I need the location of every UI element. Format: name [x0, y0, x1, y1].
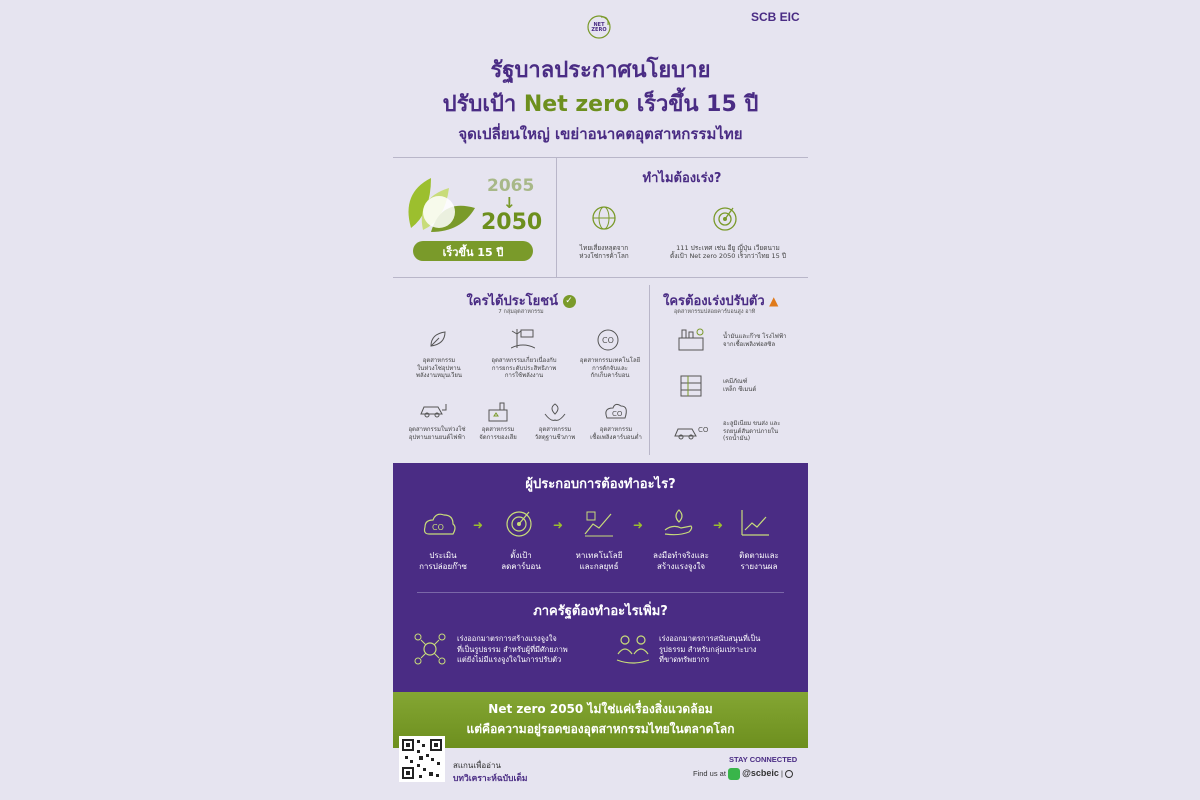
- co2-capture-icon: [596, 328, 620, 352]
- adapt-item-2: เคมีภัณฑ์ เหล็ก ซีเมนต์: [723, 378, 757, 393]
- benefit-title: ใครได้ประโยชน์ ✓: [393, 290, 649, 311]
- adapt-subtitle: อุตสาหกรรมปล่อยคาร์บอนสูง อาทิ: [674, 309, 756, 315]
- banner-line1: Net zero 2050 ไม่ใช่แค่เรื่องสิ่งแวดล้อม: [488, 702, 713, 716]
- banner-line2: แต่คือความอยู่รอดของอุตสาหกรรมไทยในตลาดโลก: [466, 722, 735, 736]
- government-item-2: เร่งออกมาตรการสนับสนุนที่เป็น รูปธรรม สำหรับกลุ่มเปราะบาง ที่ขาดทรัพยากร: [659, 634, 761, 664]
- arrow-right-icon: ➜: [473, 518, 484, 532]
- page-title-line1: รัฐบาลประกาศนโยบาย: [490, 58, 711, 83]
- adapt-item-1: น้ำมันและก๊าซ โรงไฟฟ้า จากเชื้อเพลิงฟอสซิล: [723, 333, 787, 348]
- power-plant-icon: [677, 328, 705, 352]
- why-text-2: 111 ประเทศ เช่น อียู ญี่ปุ่น เวียดนาม ตั้งเป้า Net zero 2050 เร็วกว่าไทย 15 ปี: [669, 244, 787, 260]
- social-row: Find us at @scbeic |: [693, 768, 793, 780]
- government-title: ภาครัฐต้องทำอะไรเพิ่ม?: [533, 604, 668, 619]
- adapt-title: ใครต้องเร่งปรับตัว ▲: [663, 294, 779, 309]
- check-circle-icon: ✓: [563, 295, 576, 308]
- operator-step-3: หาเทคโนโลยี และกลยุทธ์: [575, 551, 623, 571]
- svg-text:CO: CO: [432, 523, 444, 532]
- benefit-item-7: อุตสาหกรรม เชื้อเพลิงคาร์บอนต่ำ: [590, 426, 642, 441]
- why-title: ทำไมต้องเร่ง?: [642, 171, 722, 186]
- new-year: 2050: [481, 210, 543, 235]
- qr-code[interactable]: [399, 736, 445, 782]
- speed-badge: เร็วขึ้น 15 ปี: [413, 241, 533, 261]
- arrow-right-icon: ➜: [633, 518, 644, 532]
- globe-network-icon: [591, 205, 617, 231]
- scan-label-1: สแกนเพื่ออ่าน: [453, 761, 501, 770]
- operators-title: ผู้ประกอบการต้องทำอะไร?: [525, 477, 676, 492]
- incentive-network-icon: [413, 632, 447, 666]
- divider: [393, 157, 808, 158]
- benefit-item-3: อุตสาหกรรมเทคโนโลยี การดักจับและ กักเก็บคาร์บอน: [579, 357, 641, 379]
- operator-step-4: ลงมือทำจริงและ สร้างแรงจูงใจ: [653, 551, 709, 571]
- arrow-right-icon: ➜: [553, 518, 564, 532]
- stay-connected: STAY CONNECTED: [729, 755, 798, 764]
- svg-text:CO: CO: [698, 426, 709, 434]
- arrow-down-icon: ↓: [503, 194, 516, 212]
- page-subtitle: จุดเปลี่ยนใหญ่ เขย่าอนาคตอุตสาหกรรมไทย: [458, 125, 743, 143]
- social-handle[interactable]: @scbeic: [742, 768, 779, 778]
- co2-cloud-icon: [423, 510, 457, 538]
- page-title-line2: ปรับเป้า Net zero เร็วขึ้น 15 ปี: [442, 92, 759, 117]
- infographic-poster: [393, 0, 808, 800]
- operator-step-2: ตั้งเป้า ลดคาร์บอน: [501, 551, 541, 571]
- net-zero-highlight: Net zero: [523, 92, 630, 117]
- svg-text:CO: CO: [612, 410, 623, 418]
- bio-hands-icon: [543, 400, 567, 424]
- leaves-illustration: [401, 168, 481, 238]
- scan-label-2: บทวิเคราะห์ฉบับเต็ม: [453, 774, 528, 784]
- target-icon: [505, 508, 535, 538]
- adapt-item-3: อะลูมิเนียม ขนส่ง และ รถยนต์สันดาปภายใน (รถน้ำมัน): [723, 420, 781, 442]
- growth-chart-icon: [739, 508, 771, 538]
- net-zero-logo: [586, 14, 612, 40]
- why-text-1: ไทยเสี่ยงหลุดจาก ห่วงโซ่การค้าโลก: [579, 244, 629, 260]
- ev-car-icon: [419, 400, 447, 420]
- chemical-steel-icon: [679, 374, 703, 398]
- brand-text: SCB EIC: [751, 10, 800, 24]
- target-icon: [712, 205, 738, 231]
- strategy-chart-icon: [583, 508, 615, 538]
- scb-eic-logo: [751, 10, 800, 24]
- divider: [393, 277, 808, 278]
- government-item-1: เร่งออกมาตรการสร้างแรงจูงใจ ที่เป็นรูปธรรม สำหรับผู้ที่มีศักยภาพ แต่ยังไม่มีแรงจูงใจในการปรับตัว: [457, 634, 568, 664]
- low-carbon-fuel-icon: [603, 400, 629, 422]
- operator-step-1: ประเมิน การปล่อยก๊าซ: [419, 551, 467, 571]
- arrow-right-icon: ➜: [713, 518, 724, 532]
- benefit-subtitle: 7 กลุ่มอุตสาหกรรม: [498, 309, 544, 315]
- search-icon[interactable]: [785, 770, 793, 778]
- old-year: 2065: [487, 176, 535, 196]
- benefit-item-4: อุตสาหกรรมในห่วงโซ่ อุปทานยานยนต์ไฟฟ้า: [408, 426, 466, 441]
- support-people-icon: [615, 632, 651, 666]
- benefit-item-2: อุตสาหกรรมเกี่ยวเนื่องกับ การยกระดับประสิทธิภาพ การใช้พลังงาน: [491, 357, 557, 379]
- benefit-item-6: อุตสาหกรรม วัสดุฐานชีวภาพ: [534, 426, 576, 441]
- waste-factory-icon: [487, 401, 509, 423]
- recycle-leaf-icon: [427, 328, 449, 350]
- benefit-item-1: อุตสาหกรรม ในห่วงโซ่อุปทาน พลังงานหมุนเวียน: [415, 357, 462, 379]
- warning-icon: ▲: [769, 294, 779, 308]
- net-zero-logo-text: NET ZERO: [591, 22, 607, 33]
- hand-plant-icon: [663, 506, 695, 538]
- line-app-icon[interactable]: [728, 768, 740, 780]
- car-emission-icon: [673, 422, 713, 442]
- svg-text:CO: CO: [602, 336, 614, 345]
- divider: [417, 592, 784, 593]
- benefit-item-5: อุตสาหกรรม จัดการของเสีย: [479, 426, 517, 441]
- solar-wind-icon: [511, 328, 535, 350]
- operator-step-5: ติดตามและ รายงานผล: [739, 551, 779, 571]
